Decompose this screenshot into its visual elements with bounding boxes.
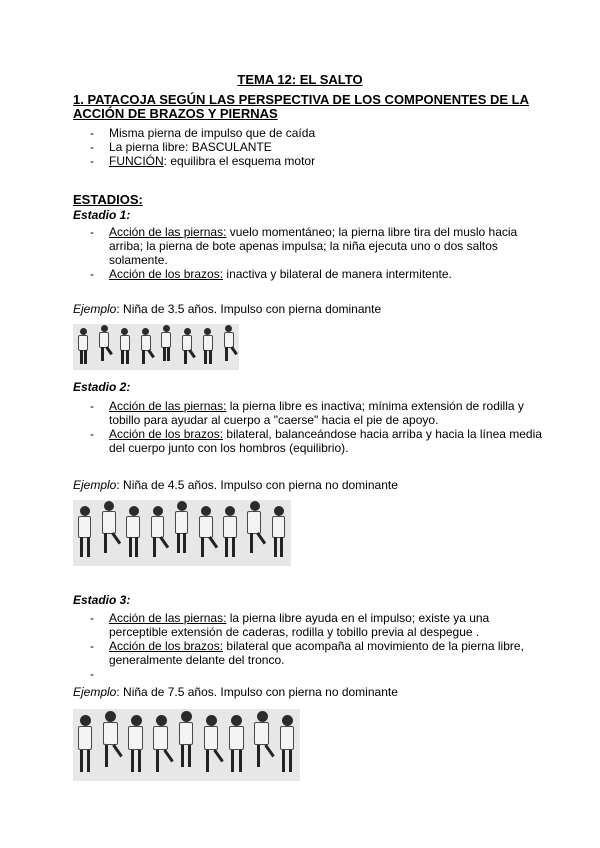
figure-leg (188, 349, 196, 358)
figure-torso (102, 511, 115, 533)
stage-2-list (73, 399, 543, 455)
figure-head (201, 506, 211, 516)
figure-leg (232, 537, 235, 557)
figure-leg (204, 350, 207, 364)
child-figure (223, 325, 235, 365)
photo-sequence-stage-3 (73, 709, 300, 781)
page-title: TEMA 12: EL SALTO (237, 72, 363, 87)
item-text: la pierna libre es inactiva; mínima extensión de rodilla y tobillo para ayudar al cuerpo a "caerse" hacia el pie de apoyo. (109, 399, 524, 427)
list-item (73, 399, 543, 427)
figure-leg (206, 750, 209, 772)
item-label: FUNCIÓN (109, 154, 164, 168)
example-text: : Niña de 4.5 años. Impulso con pierna no dominante (116, 478, 398, 492)
child-figure (173, 501, 190, 558)
figure-leg (84, 350, 87, 364)
figure-head (80, 328, 87, 335)
item-text: : equilibra el esquema motor (163, 154, 316, 168)
stage-1-list (73, 225, 543, 281)
figure-leg (104, 533, 107, 553)
item-text: bilateral, balanceándose hacia arriba y hacia la línea media del cuerpo junto con los hombros (equilibrio). (109, 427, 542, 455)
figure-head (142, 328, 149, 335)
figure-leg (80, 537, 83, 557)
example-label: Ejemplo (73, 478, 117, 492)
figure-leg (138, 750, 141, 772)
figure-torso (204, 726, 219, 750)
figure-torso (103, 722, 118, 746)
child-figure (127, 715, 146, 778)
figure-leg (181, 745, 184, 767)
estadios-heading: ESTADIOS: (73, 192, 143, 207)
figure-leg (183, 533, 186, 553)
figure-head (153, 506, 163, 516)
example-text: : Niña de 3.5 años. Impulso con pierna dominante (116, 302, 382, 316)
stage-3-title: Estadio 3: (73, 593, 131, 607)
figure-leg (264, 744, 275, 757)
child-figure (278, 715, 297, 778)
child-figure (140, 328, 152, 368)
figure-torso (179, 722, 194, 746)
figure-leg (156, 750, 159, 772)
list-item (73, 140, 543, 154)
figure-leg (256, 532, 266, 544)
child-figure (202, 715, 221, 778)
child-figure (152, 715, 171, 778)
figure-torso (126, 516, 139, 538)
figure-leg (167, 347, 170, 361)
figure-leg (225, 537, 228, 557)
figure-leg (113, 744, 124, 757)
child-figure (119, 328, 131, 368)
figure-torso (254, 722, 269, 746)
figure-torso (223, 516, 236, 538)
figure-head (225, 506, 235, 516)
figure-head (250, 501, 260, 511)
figure-leg (274, 537, 277, 557)
figure-leg (239, 750, 242, 772)
figure-head (163, 325, 170, 332)
item-text: la pierna libre ayuda en el impulso; existe ya una perceptible extensión de caderas, rodilla y tobillo previa al despegue . (109, 611, 490, 639)
figure-leg (184, 350, 187, 364)
example-text: : Niña de 7.5 años. Impulso con pierna no dominante (116, 685, 398, 699)
figure-leg (230, 346, 238, 355)
figure-leg (111, 532, 121, 544)
figure-torso (78, 335, 88, 351)
child-figure (101, 711, 120, 774)
figure-leg (159, 536, 169, 548)
child-figure (253, 711, 272, 774)
item-label: Acción de los brazos: (109, 639, 224, 653)
figure-leg (282, 750, 285, 772)
figure-leg (257, 745, 260, 767)
figure-leg (231, 750, 234, 772)
item-label: Acción de las piernas: (109, 399, 227, 413)
stage-3-example (73, 685, 398, 699)
figure-leg (153, 537, 156, 557)
figure-leg (209, 350, 212, 364)
item-text: La pierna libre: BASCULANTE (109, 140, 272, 154)
child-figure (98, 325, 110, 365)
child-figure (160, 325, 172, 365)
figure-leg (163, 749, 174, 762)
figure-leg (280, 537, 283, 557)
child-figure (198, 506, 215, 563)
figure-leg (147, 349, 155, 358)
figure-leg (105, 745, 108, 767)
child-figure (270, 506, 287, 563)
figure-leg (129, 537, 132, 557)
section1-list (73, 126, 543, 168)
item-label: Acción de los brazos: (109, 267, 224, 281)
list-item (73, 639, 543, 667)
child-figure (222, 506, 239, 563)
figure-leg (208, 536, 218, 548)
figure-torso (229, 726, 244, 750)
list-item (73, 126, 543, 140)
figure-head (257, 711, 268, 722)
figure-head (181, 711, 192, 722)
figure-torso (128, 726, 143, 750)
item-text: Misma pierna de impulso que de caída (109, 126, 316, 140)
figure-head (80, 506, 90, 516)
figure-torso (203, 335, 213, 351)
child-figure (125, 506, 142, 563)
child-figure (202, 328, 214, 368)
figure-head (274, 506, 284, 516)
item-text: vuelo momentáneo; la pierna libre tira del muslo hacia arriba; la pierna de bote apenas impulsa; la niña ejecuta uno o dos saltos solamente. (109, 225, 518, 267)
figure-leg (201, 537, 204, 557)
list-item (73, 267, 543, 281)
figure-head (80, 715, 91, 726)
item-label: Acción de los brazos: (109, 427, 224, 441)
figure-leg (87, 750, 90, 772)
list-item (73, 225, 543, 267)
figure-head (156, 715, 167, 726)
figure-leg (188, 745, 191, 767)
figure-leg (131, 750, 134, 772)
figure-head (282, 715, 293, 726)
photo-sequence-stage-1 (73, 324, 239, 370)
child-figure (76, 715, 95, 778)
child-figure (181, 328, 193, 368)
figure-torso (151, 516, 164, 538)
figure-torso (280, 726, 295, 750)
section-heading: 1. PATACOJA SEGÚN LAS PERSPECTIVA DE LOS COMPONENTES DE LA ACCIÓN DE BRAZOS Y PIERNAS (73, 92, 530, 121)
child-figure (77, 506, 94, 563)
figure-head (231, 715, 242, 726)
list-item (73, 427, 543, 455)
figure-head (104, 501, 114, 511)
stage-2-title: Estadio 2: (73, 380, 131, 394)
item-text: bilateral que acompaña al movimiento de la pierna libre, generalmente delante del tronco. (109, 639, 524, 667)
figure-torso (175, 511, 188, 533)
child-figure (101, 501, 118, 558)
example-label: Ejemplo (73, 685, 117, 699)
figure-head (206, 715, 217, 726)
figure-leg (289, 750, 292, 772)
stage-1-example (73, 302, 381, 316)
figure-torso (78, 516, 91, 538)
figure-leg (105, 346, 113, 355)
figure-head (105, 711, 116, 722)
stage-2-example (73, 478, 398, 492)
stage-1-title: Estadio 1: (73, 208, 131, 222)
figure-leg (121, 350, 124, 364)
figure-leg (101, 347, 104, 361)
list-item (73, 154, 543, 168)
figure-torso (153, 726, 168, 750)
figure-leg (214, 749, 225, 762)
figure-leg (80, 350, 83, 364)
figure-leg (126, 350, 129, 364)
figure-leg (142, 350, 145, 364)
figure-torso (161, 332, 171, 348)
figure-leg (163, 347, 166, 361)
figure-head (204, 328, 211, 335)
figure-leg (177, 533, 180, 553)
figure-head (225, 325, 232, 332)
figure-head (129, 506, 139, 516)
figure-head (121, 328, 128, 335)
stage-3-list (73, 611, 543, 681)
list-item (73, 667, 543, 681)
figure-torso (78, 726, 93, 750)
figure-head (131, 715, 142, 726)
child-figure (177, 711, 196, 774)
figure-head (101, 325, 108, 332)
figure-leg (87, 537, 90, 557)
child-figure (228, 715, 247, 778)
figure-head (184, 328, 191, 335)
figure-head (177, 501, 187, 511)
figure-torso (120, 335, 130, 351)
item-label: Acción de las piernas: (109, 611, 227, 625)
photo-sequence-stage-2 (73, 500, 291, 566)
child-figure (149, 506, 166, 563)
item-label: Acción de las piernas: (109, 225, 227, 239)
figure-leg (225, 347, 228, 361)
figure-torso (272, 516, 285, 538)
example-label: Ejemplo (73, 302, 117, 316)
figure-torso (199, 516, 212, 538)
figure-leg (250, 533, 253, 553)
list-item (73, 611, 543, 639)
figure-torso (247, 511, 260, 533)
item-text: inactiva y bilateral de manera intermitente. (223, 267, 452, 281)
figure-leg (80, 750, 83, 772)
child-figure (77, 328, 89, 368)
child-figure (246, 501, 263, 558)
figure-leg (135, 537, 138, 557)
